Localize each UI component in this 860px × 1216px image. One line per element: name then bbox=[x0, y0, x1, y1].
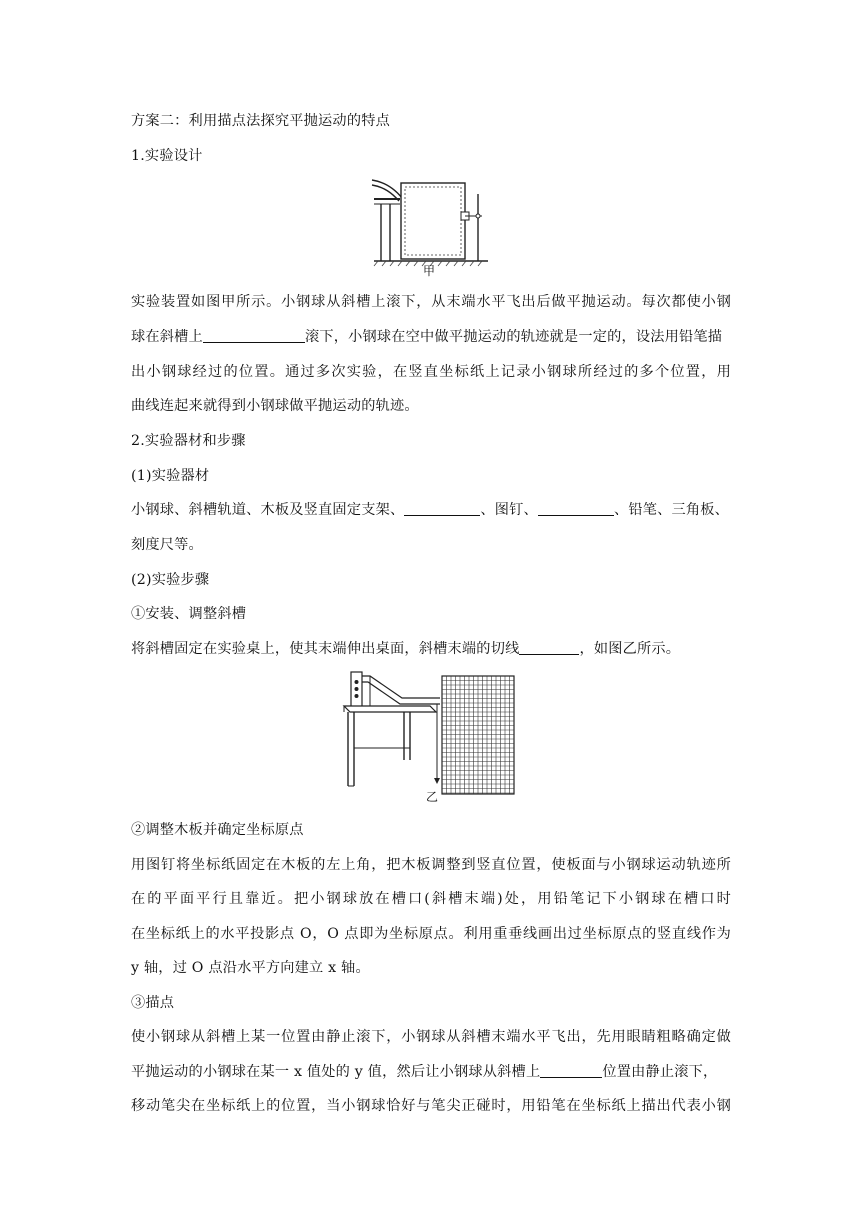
figure-jia-apparatus bbox=[370, 172, 495, 282]
heading-equipment-steps: 2.实验器材和步骤 bbox=[131, 433, 246, 449]
materials-line-1 bbox=[131, 500, 731, 520]
text-fragment: 球在斜槽上 bbox=[131, 329, 203, 345]
text-fragment: ，如图乙所示。 bbox=[579, 641, 681, 657]
figure-yi-apparatus bbox=[340, 668, 526, 808]
step-3-line-1: 使小钢球从斜槽上某一位置由静止滚下，小钢球从斜槽末端水平飞出，先用眼睛粗略确定做 bbox=[131, 1029, 731, 1045]
heading-steps: (2)实验步骤 bbox=[131, 572, 210, 588]
fill-in-blank bbox=[519, 640, 579, 655]
text-fragment: 、图钉、 bbox=[480, 502, 538, 518]
text-fragment: 将斜槽固定在实验桌上，使其末端伸出桌面，斜槽末端的切线 bbox=[131, 641, 520, 657]
step-1-title: ①安装、调整斜槽 bbox=[131, 606, 247, 622]
step-2-line-4: y 轴，过 O 点沿水平方向建立 x 轴。 bbox=[131, 960, 370, 976]
step-2-title: ②调整木板并确定坐标原点 bbox=[131, 822, 304, 838]
fill-in-blank bbox=[540, 1063, 602, 1078]
text-fragment: 、铅笔、三角板、 bbox=[613, 502, 730, 518]
fill-in-blank bbox=[203, 328, 305, 343]
step-3-line-3: 移动笔尖在坐标纸上的位置，当小钢球恰好与笔尖正碰时，用铅笔在坐标纸上描出代表小钢 bbox=[131, 1098, 731, 1114]
paragraph-1-line-1: 实验装置如图甲所示。小钢球从斜槽上滚下，从末端水平飞出后做平抛运动。每次都使小钢 bbox=[131, 294, 731, 310]
step-3-line-2 bbox=[131, 1062, 731, 1082]
step-2-line-3: 在坐标纸上的水平投影点 O，O 点即为坐标原点。利用重垂线画出过坐标原点的竖直线作为 bbox=[131, 926, 731, 942]
step-2-line-1: 用图钉将坐标纸固定在木板的左上角，把木板调整到竖直位置，使板面与小钢球运动轨迹所 bbox=[131, 857, 731, 873]
figure-jia-caption: 甲 bbox=[423, 264, 436, 278]
text-fragment: 滚下，小钢球在空中做平抛运动的轨迹就是一定的，设法用铅笔描 bbox=[304, 329, 723, 345]
step-1-text bbox=[131, 639, 731, 659]
step-2-line-2: 在的平面平行且靠近。把小钢球放在槽口(斜槽末端)处，用铅笔记下小钢球在槽口时 bbox=[131, 891, 731, 907]
paragraph-1-line-3: 出小钢球经过的位置。通过多次实验，在竖直坐标纸上记录小钢球所经过的多个位置，用 bbox=[131, 364, 731, 380]
step-3-title: ③描点 bbox=[131, 995, 175, 1011]
paragraph-1-line-2 bbox=[131, 327, 731, 347]
text-fragment: 小钢球、斜槽轨道、木板及竖直固定支架、 bbox=[131, 502, 405, 518]
section-title: 方案二：利用描点法探究平抛运动的特点 bbox=[131, 113, 390, 129]
fill-in-blank bbox=[404, 501, 480, 516]
heading-equipment: (1)实验器材 bbox=[131, 468, 210, 484]
materials-line-2: 刻度尺等。 bbox=[131, 537, 203, 553]
paragraph-1-line-4: 曲线连起来就得到小钢球做平抛运动的轨迹。 bbox=[131, 398, 419, 414]
figure-yi-caption: 乙 bbox=[426, 790, 439, 804]
text-fragment: 位置由静止滚下， bbox=[602, 1064, 718, 1080]
fill-in-blank bbox=[538, 501, 614, 516]
heading-experiment-design: 1.实验设计 bbox=[131, 148, 203, 164]
text-fragment: 平抛运动的小钢球在某一 x 值处的 y 值，然后让小钢球从斜槽上 bbox=[131, 1064, 541, 1080]
